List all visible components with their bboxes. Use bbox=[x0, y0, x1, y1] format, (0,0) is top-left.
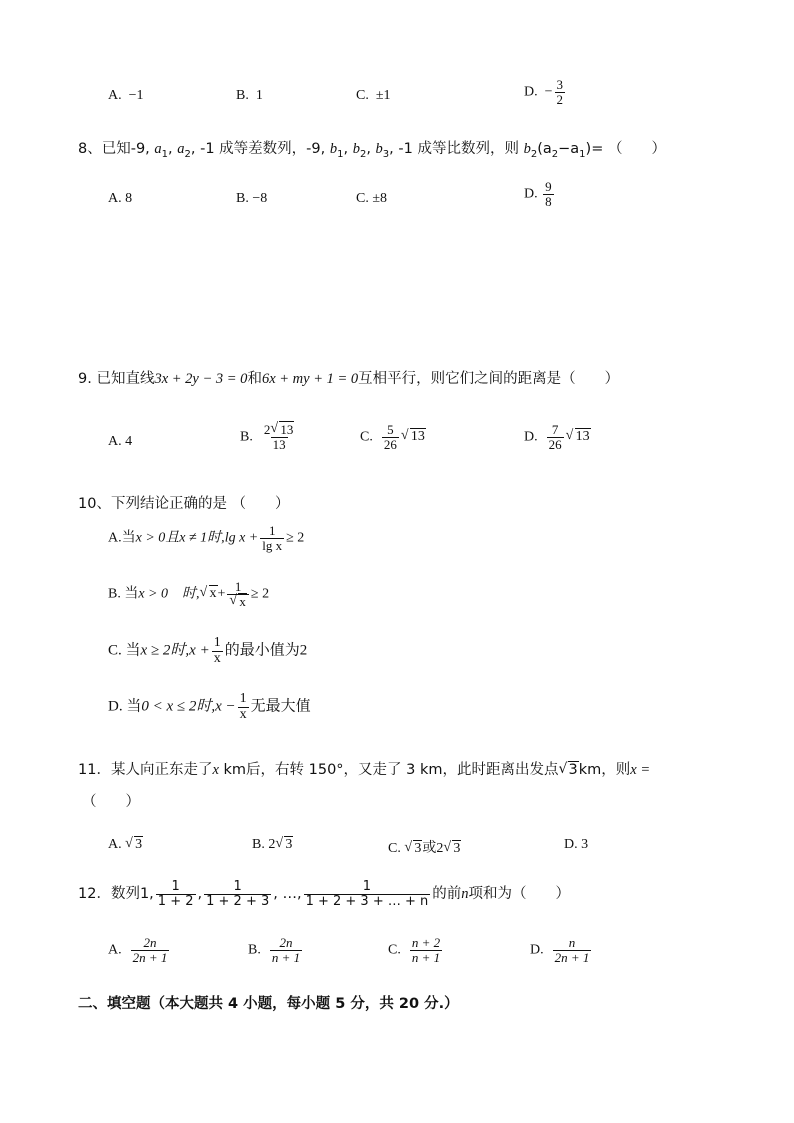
q7-option-a: A. −1 bbox=[108, 88, 144, 103]
q12-stem: 12．数列1, $\frac{1}{1 + 2}$ , $\frac{1}{1 + 2 + 3}$ , …, $\frac{1}{1 + 2 + 3 + \dots + n}$ 的前n项和为（ ） bbox=[78, 879, 571, 909]
q7-option-b: B. 1 bbox=[236, 88, 263, 103]
q11-stem: 11．某人向正东走了x km后，右转 150°，又走了 3 km，此时距离出发点√ 3km，则x = bbox=[78, 758, 650, 779]
q12-option-a: A. $\frac{2n}{2n + 1}$ bbox=[108, 935, 168, 965]
q11-option-b: B. 2√ 3 bbox=[252, 837, 293, 853]
q12-option-c: C. $\frac{n + 2}{n + 1}$ bbox=[388, 935, 441, 965]
q12-option-d: D. $\frac{n}{2n + 1}$ bbox=[530, 935, 590, 965]
q10-option-b: B. 当x > 0 时,√ x+ 1 √ x ≥ 2 bbox=[108, 580, 269, 608]
q10-option-a: A.当x > 0且x ≠ 1时,lg x + $\frac{1}{\text{lg x}}$ ≥ 2 bbox=[108, 523, 305, 553]
q11-option-c: C. √ 3或2√ 3 bbox=[388, 837, 461, 857]
q8-option-c: C. ±8 bbox=[356, 191, 388, 206]
q12-option-b: B. $\frac{2n}{n + 1}$ bbox=[248, 935, 301, 965]
q9-option-b: B. $\frac{2√ 13}{13}$ bbox=[240, 423, 298, 451]
section-heading-fill-in: 二、填空题（本大题共 4 小题，每小题 5 分，共 20 分.） bbox=[78, 996, 459, 1012]
q8-option-d: D. $\frac{9}{8}$ bbox=[524, 179, 552, 209]
q10-option-c: C. 当x ≥ 2时,x + $\frac{1}{x}$ 的最小值为2 bbox=[108, 635, 308, 666]
q8-option-a: A. 8 bbox=[108, 191, 133, 206]
q7-option-c: C. ±1 bbox=[356, 88, 391, 103]
q9-stem: 9. 已知直线3x + 2y − 3 = 0和6x + my + 1 = 0互相平行，则它们之间的距离是（ ） bbox=[78, 371, 620, 387]
q8-stem: 8、已知-9, $a_1$, $a_2$, -1 成等差数列，-9, $b_1$, $b_2$, $b_3$, -1 成等比数列，则 $b_2(a_2-a_1)=$ （ ） bbox=[78, 141, 666, 160]
q7-option-d: D. − $\frac{3}{2}$ bbox=[524, 77, 564, 107]
q9-option-c: C. $\frac{5}{26}$ √ 13 bbox=[360, 423, 426, 451]
q9-option-a: A. 4 bbox=[108, 434, 133, 449]
q8-option-b: B. −8 bbox=[236, 191, 268, 206]
q9-option-d: D. $\frac{7}{26}$ √ 13 bbox=[524, 423, 591, 451]
q10-stem: 10、下列结论正确的是 （ ） bbox=[78, 496, 290, 512]
q11-option-a: A. √ 3 bbox=[108, 837, 143, 853]
q11-option-d: D. 3 bbox=[564, 837, 589, 852]
q10-option-d: D. 当0 < x ≤ 2时,x − $\frac{1}{x}$ 无最大值 bbox=[108, 691, 311, 722]
q11-paren: （ ） bbox=[82, 794, 140, 810]
